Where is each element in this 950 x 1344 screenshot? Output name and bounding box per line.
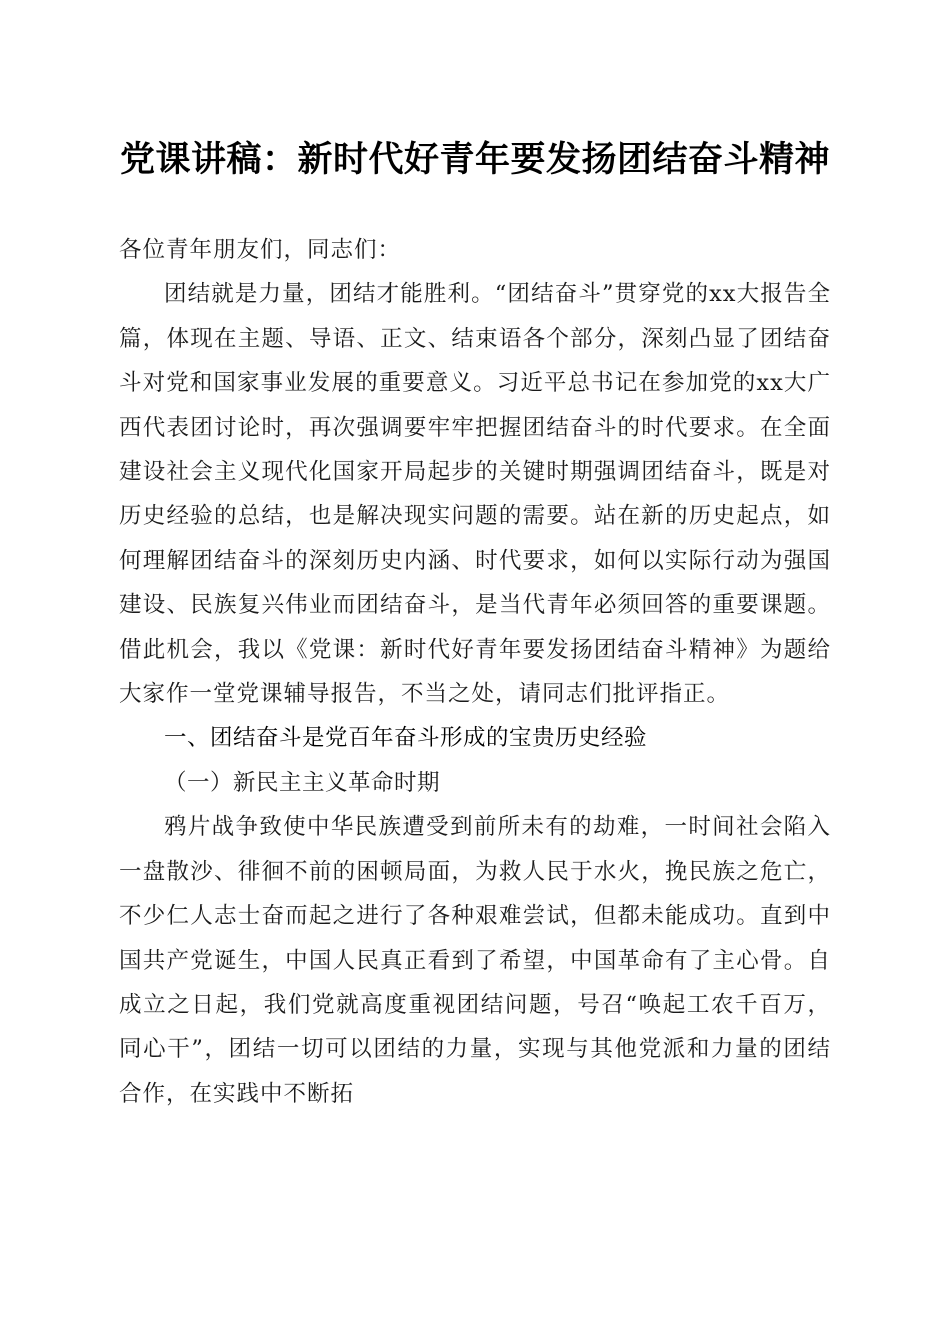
section-heading: 一、团结奋斗是党百年奋斗形成的宝贵历史经验	[164, 725, 648, 752]
body-paragraph: 鸦片战争致使中华民族遭受到前所未有的劫难，一时间社会陷入一盘散沙、徘徊不前的困顿局面，为救人民于水火，挽民族之危亡，不少仁人志士奋而起之进行了各种艰难尝试，但都未能成功。直到中国共产党诞生，中国人民真正看到了希望，中国革命有了主心骨。自成立之日起，我们党就高度重视团结问题，号召“唤起工农千百万，同心干”，团结一切可以团结的力量，实现与其他党派和力量的团结合作，在实践中不断拓	[119, 814, 831, 1107]
intro-paragraph: 团结就是力量，团结才能胜利。“团结奋斗”贯穿党的xx大报告全篇，体现在主题、导语、正文、结束语各个部分，深刻凸显了团结奋斗对党和国家事业发展的重要意义。习近平总书记在参加党的xx大广西代表团讨论时，再次强调要牢牢把握团结奋斗的时代要求。在全面建设社会主义现代化国家开局起步的关键时期强调团结奋斗，既是对历史经验的总结，也是解决现实问题的需要。站在新的历史起点，如何理解团结奋斗的深刻历史内涵、时代要求，如何以实际行动为强国建设、民族复兴伟业而团结奋斗，是当代青年必须回答的重要课题。借此机会，我以《党课：新时代好青年要发扬团结奋斗精神》为题给大家作一堂党课辅导报告，不当之处，请同志们批评指正。	[119, 281, 831, 708]
document-body	[119, 228, 831, 1116]
salutation: 各位青年朋友们，同志们：	[119, 237, 402, 263]
subsection-heading: （一）新民主主义革命时期	[164, 769, 441, 796]
document-title: 党课讲稿：新时代好青年要发扬团结奋斗精神	[119, 139, 830, 180]
